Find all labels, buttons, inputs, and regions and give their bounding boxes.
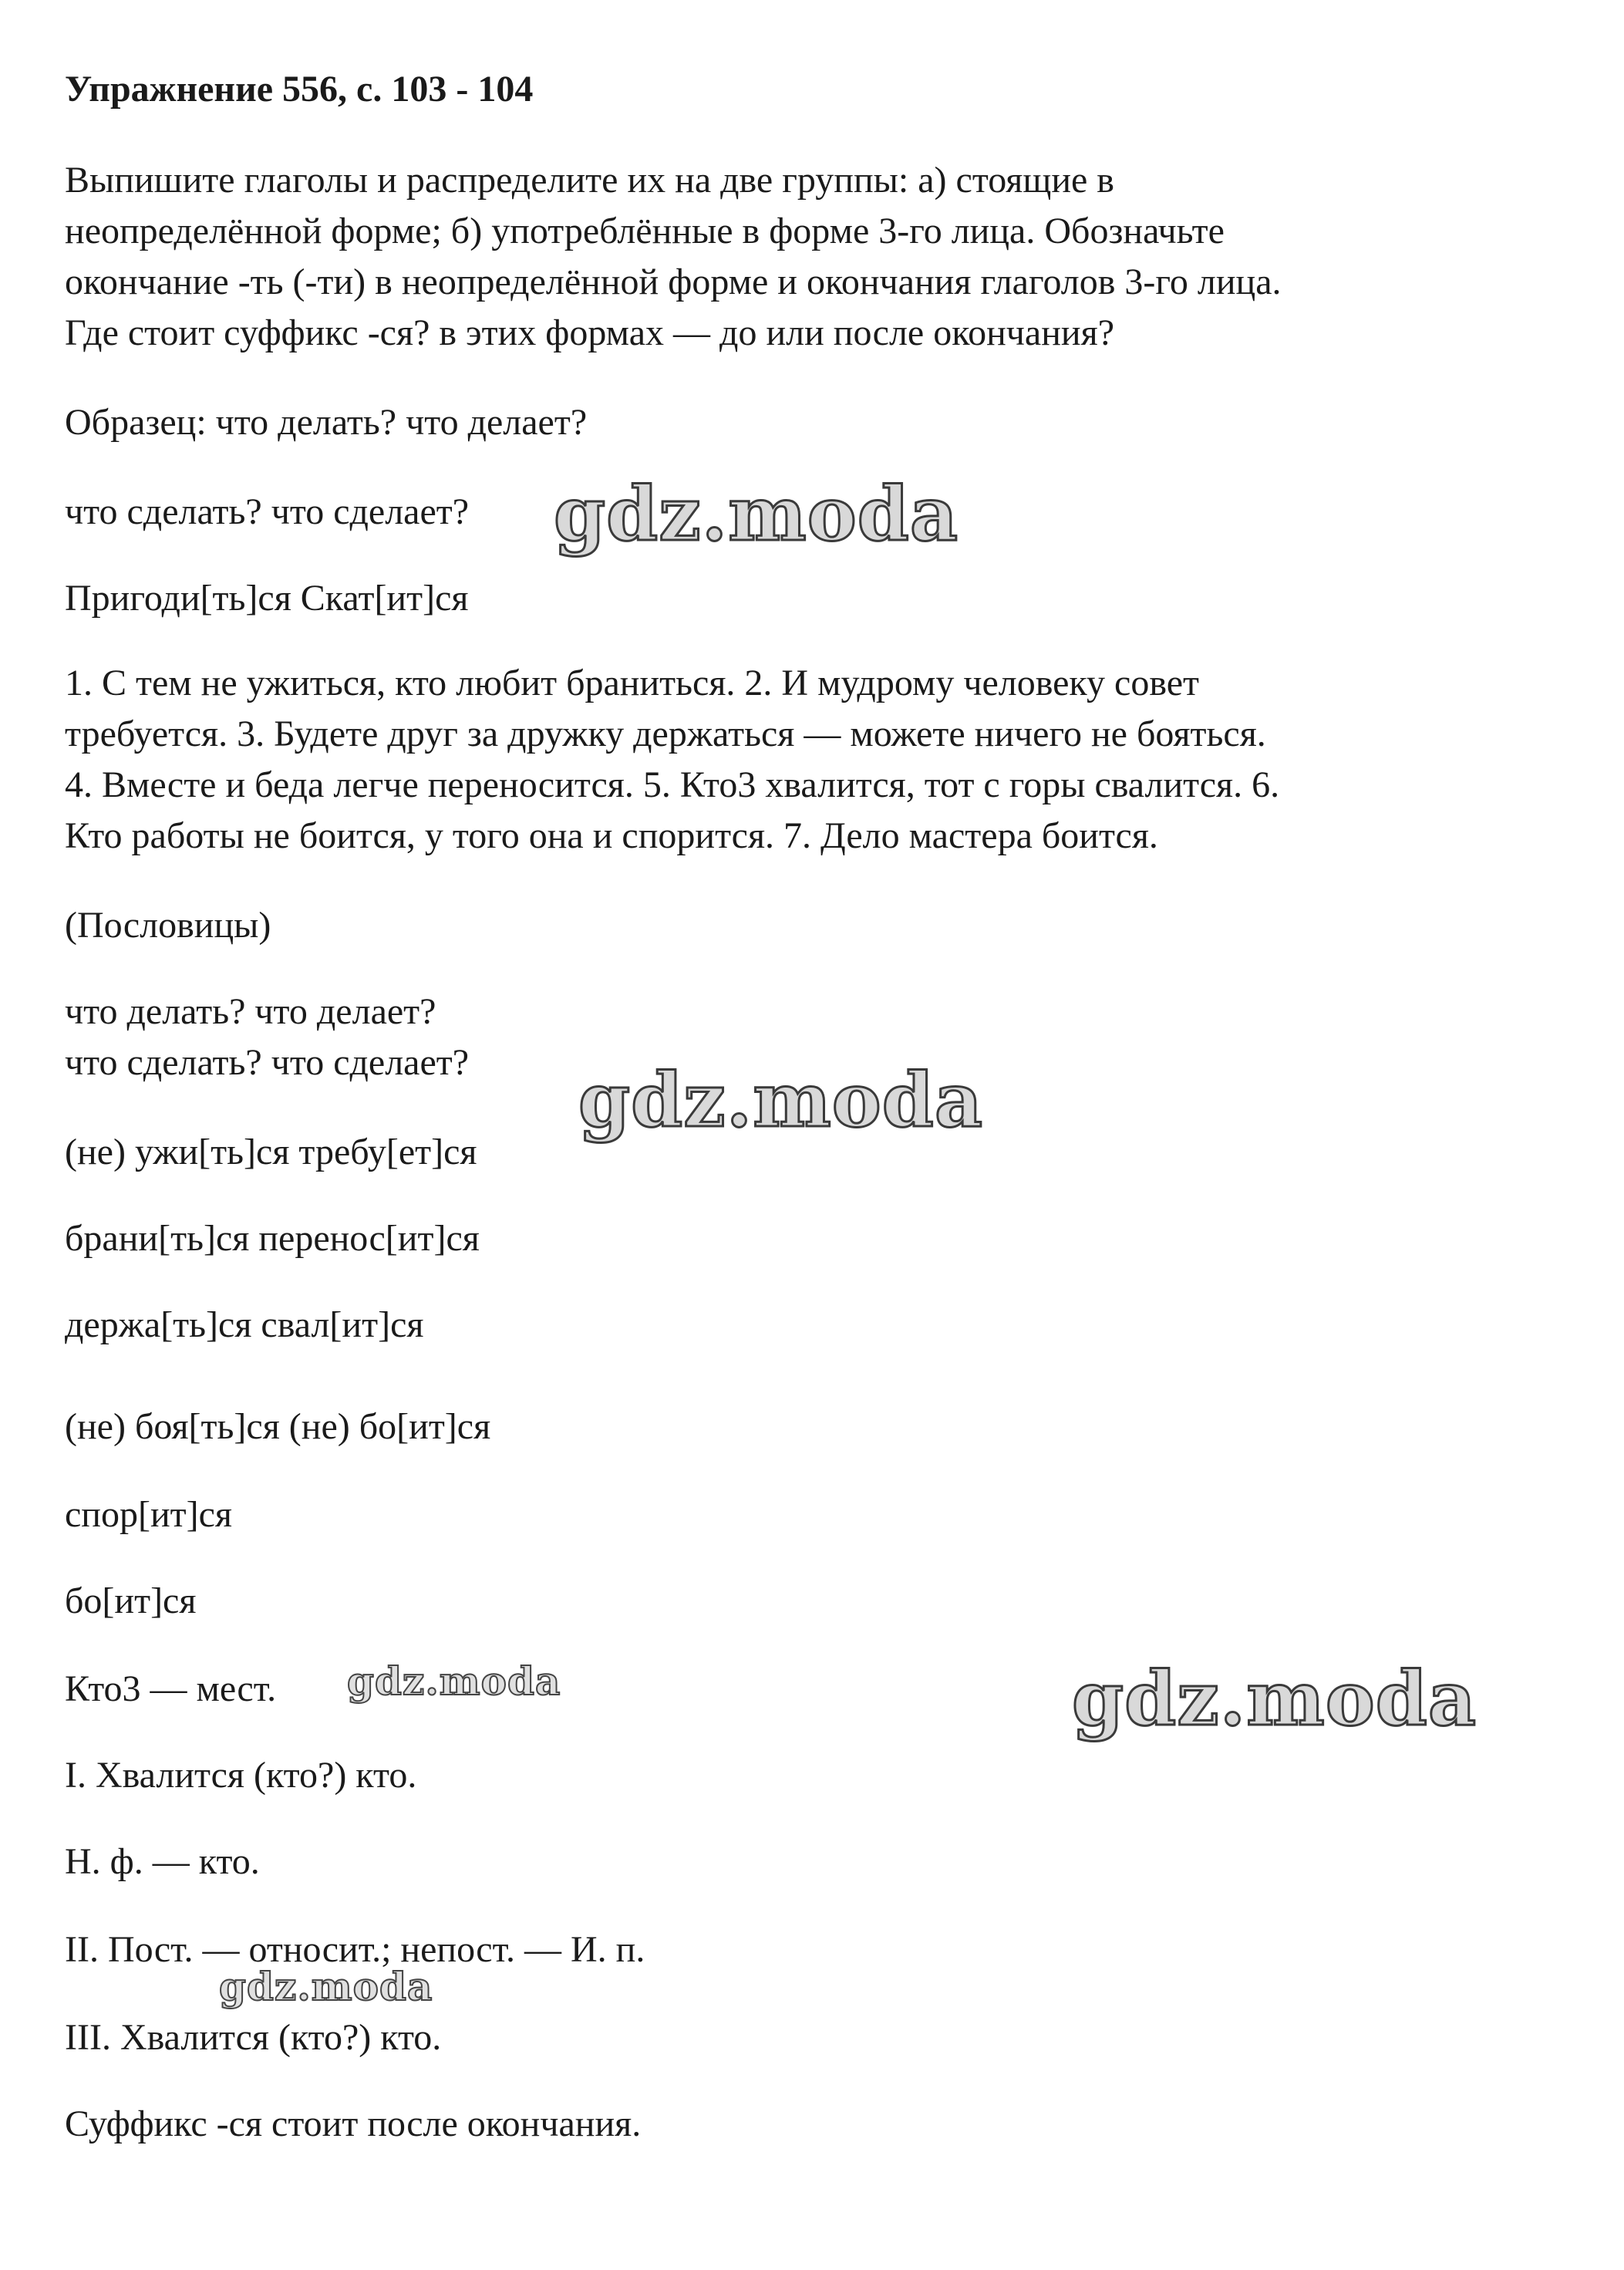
- page-title: Упражнение 556, с. 103 - 104: [65, 69, 534, 110]
- watermark: gdz.moda: [1072, 1655, 1477, 1742]
- sample-words: Пригоди[ть]ся Скат[ит]ся: [65, 578, 469, 619]
- answer-row: держа[ть]ся свал[ит]ся: [65, 1304, 424, 1345]
- sample-line: что сделать? что сделает?: [65, 491, 470, 532]
- watermark: gdz.moda: [347, 1658, 561, 1704]
- analysis-line: III. Хвалится (кто?) кто.: [65, 2017, 442, 2058]
- answer-header: что делать? что делает?: [65, 991, 436, 1032]
- proverb-line: 1. С тем не ужиться, кто любит браниться. 2. И мудрому человеку совет: [65, 663, 1200, 703]
- answer-row: брани[ть]ся перенос[ит]ся: [65, 1218, 480, 1259]
- task-line: неопределённой форме; б) употреблённые в форме 3-го лица. Обозначьте: [65, 211, 1225, 251]
- answer-row: (не) боя[ть]ся (не) бо[ит]ся: [65, 1406, 491, 1447]
- watermark: gdz.moda: [554, 471, 959, 558]
- answer-row: бо[ит]ся: [65, 1580, 197, 1621]
- answer-header: что сделать? что сделает?: [65, 1042, 470, 1083]
- task-line: Выпишите глаголы и распределите их на две группы: а) стоящие в: [65, 160, 1114, 201]
- task-line: Где стоит суффикс -ся? в этих формах — до или после окончания?: [65, 312, 1114, 353]
- source-note: (Пословицы): [65, 905, 271, 946]
- task-line: окончание -ть (-ти) в неопределённой форме и окончания глаголов 3-го лица.: [65, 261, 1282, 302]
- analysis-line: II. Пост. — относит.; непост. — И. п.: [65, 1929, 645, 1970]
- proverb-line: 4. Вместе и беда легче переносится. 5. Кто3 хвалится, тот с горы свалится. 6.: [65, 764, 1280, 805]
- answer-row: спор[ит]ся: [65, 1494, 233, 1535]
- conclusion: Суффикс -ся стоит после окончания.: [65, 2103, 642, 2144]
- sample-line: Образец: что делать? что делает?: [65, 402, 588, 443]
- proverb-line: Кто работы не боится, у того она и спорится. 7. Дело мастера боится.: [65, 815, 1158, 856]
- watermark: gdz.moda: [219, 1964, 433, 2009]
- analysis-line: Н. ф. — кто.: [65, 1841, 260, 1882]
- analysis-line: Кто3 — мест.: [65, 1668, 277, 1709]
- answer-row: (не) ужи[ть]ся требу[ет]ся: [65, 1132, 477, 1172]
- proverb-line: требуется. 3. Будете друг за дружку держаться — можете ничего не бояться.: [65, 713, 1266, 754]
- analysis-line: I. Хвалится (кто?) кто.: [65, 1755, 417, 1796]
- watermark: gdz.moda: [578, 1057, 984, 1144]
